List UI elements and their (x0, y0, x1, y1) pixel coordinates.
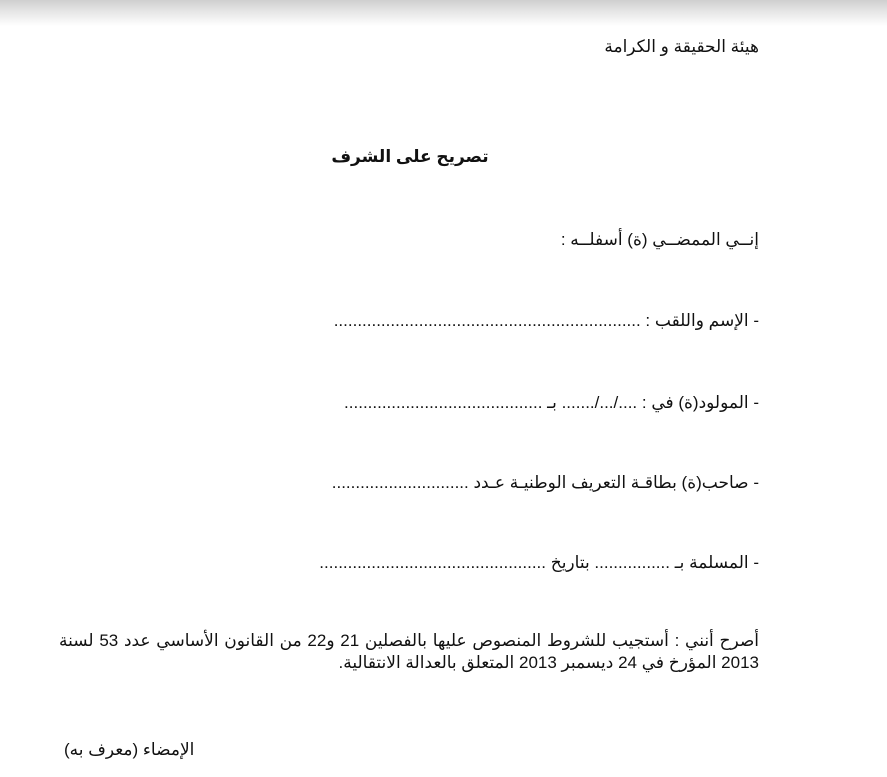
birth-field-line: - المولود(ة) في : ..../.../....... بـ .......................................... (344, 393, 759, 412)
document-title: تصريح على الشرف (331, 147, 489, 166)
issued-field-line: - المسلمة بـ ................ بتاريخ ................................................ (319, 553, 759, 572)
intro-statement: إنــي الممضــي (ة) أسفلــه : (560, 230, 759, 249)
organization-name: هيئة الحقيقة و الكرامة (604, 37, 759, 56)
declaration-paragraph: أصرح أنني : أستجيب للشروط المنصوص عليها بالفصلين 21 و22 من القانون الأساسي عدد 53 لسنة 2013 المؤرخ في 24 ديسمبر 2013 المتعلق بالعدالة الانتقالية. (59, 631, 759, 672)
name-field-line: - الإسم واللقب : ................................................................. (333, 311, 759, 330)
id-card-field-line: - صاحب(ة) بطاقـة التعريف الوطنيـة عـدد ............................. (331, 473, 759, 492)
signature-label: الإمضاء (معرف به) (64, 740, 195, 759)
